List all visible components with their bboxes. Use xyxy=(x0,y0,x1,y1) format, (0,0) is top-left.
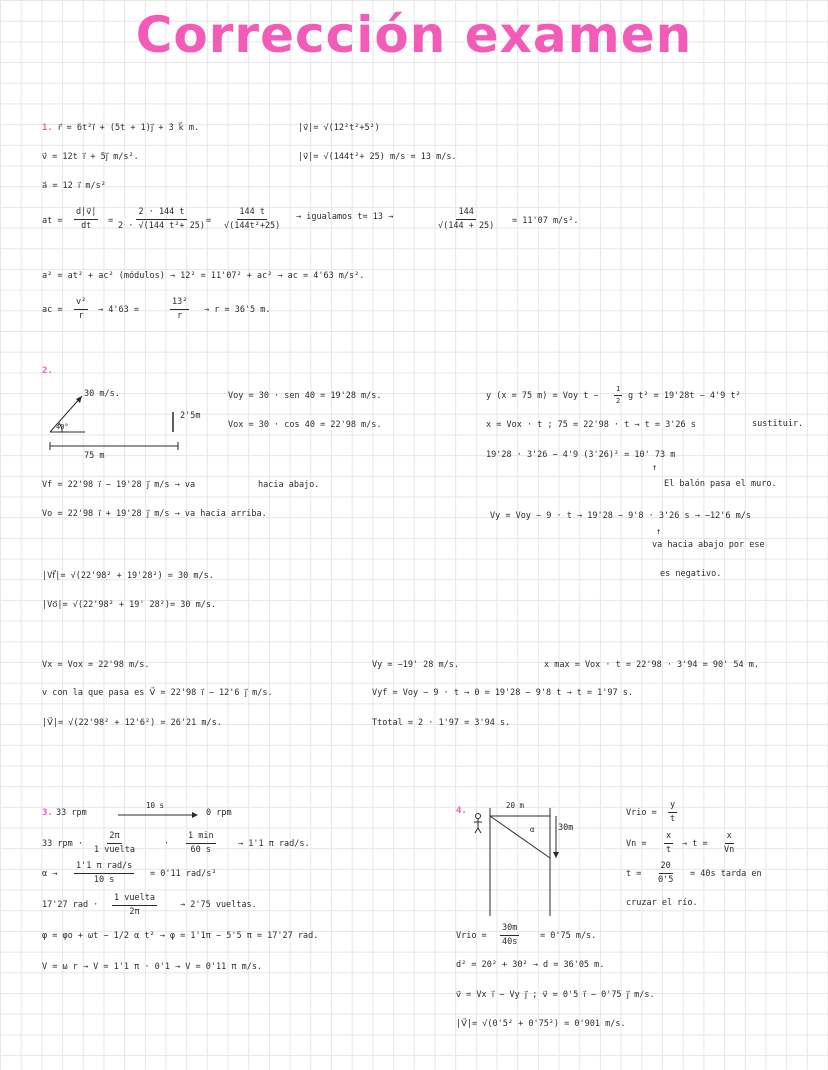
radians-conversion: 17'27 rad · xyxy=(42,900,99,910)
river-depth: 30m xyxy=(558,823,574,833)
fraction-substituted: $\frac{144}{√(144 + 25)}$ xyxy=(438,207,495,231)
fraction-alpha: 1'1 π rad/s 10 s xyxy=(76,861,133,885)
final-velocity: Vf = 22'98 i⃗ − 19'28 j⃗ m/s → va xyxy=(42,480,196,490)
fraction-2pi-vuelta: 2π 1 vuelta xyxy=(94,831,135,855)
fraction-half: $\frac{1}{2}$ xyxy=(616,385,621,405)
velocity-modulus-wall: |V⃗|= √(22'98² + 12'6²) = 26'21 m/s. xyxy=(42,718,222,728)
ball-passes-note: El balón pasa el muro. xyxy=(664,479,777,489)
section-number: 3. xyxy=(42,808,53,818)
igualamos-text: → igualamos t= 13 → xyxy=(296,212,394,222)
fraction-vuelta-2pi: 1 vuelta 2π xyxy=(114,893,155,917)
initial-rpm: 33 rpm xyxy=(56,808,87,818)
vrio-result: = 0'75 m/s. xyxy=(540,931,597,941)
launch-speed: 30 m/s. xyxy=(84,389,120,399)
position-vector: r⃗ = 6t²i⃗ + (5t + 1)j⃗ + 3 k⃗ m. xyxy=(58,123,200,133)
vrio-label-2: Vrio = xyxy=(456,931,487,941)
crossing-note: cruzar el río. xyxy=(626,898,698,908)
fraction-derivative: $\frac{2 \cdot 144 t}{\text{2 · √(144 t²+ 25)}}$ xyxy=(118,207,205,231)
conversion-start: 33 rpm · xyxy=(42,839,83,849)
final-velocity-direction: hacia abajo. xyxy=(258,480,320,490)
velocity-modulus-eq: |V⃗|= √(0'5² + 0'75²) = 0'901 m/s. xyxy=(456,1019,626,1029)
at-result: = 11'07 m/s². xyxy=(512,216,579,226)
initial-velocity: Vo = 22'98 i⃗ + 19'28 j⃗ m/s → va hacia arriba. xyxy=(42,509,267,519)
multiply-dot: · xyxy=(164,839,170,849)
equals-sign: = xyxy=(108,216,114,226)
fraction-30m-40s: $\frac{30m}{40s}$ xyxy=(502,923,518,947)
fraction-v2-r: $\frac{\text{v²}}{r}$ xyxy=(76,297,87,321)
section-number: 2. xyxy=(42,366,53,376)
angle-label: α xyxy=(530,825,535,834)
vyf-eq: Vyf = Voy − 9 · t → 0 = 19'28 − 9'8 t → t = 1'97 s. xyxy=(372,688,633,698)
fraction-x-t: $\frac{x}{t}$ xyxy=(666,831,672,855)
angle-label: 40° xyxy=(56,423,69,431)
vx-eq: Vx = Vox = 22'98 m/s. xyxy=(42,660,150,670)
voy-eq: Voy = 30 · sen 40 = 19'28 m/s. xyxy=(228,391,382,401)
vrio-label: Vrio = xyxy=(626,808,657,818)
fraction-13sq-r: $\frac{\text{13²}}{r}$ xyxy=(172,297,188,321)
vox-eq: Vox = 30 · cos 40 = 22'98 m/s. xyxy=(228,420,382,430)
y-eq-rest: g t² = 19'28t − 4'9 t² xyxy=(628,391,741,401)
velocity-modulus-result: |v⃗|= √(144t²+ 25) m/s = 13 m/s. xyxy=(298,152,457,162)
arrow-right-icon xyxy=(118,812,198,818)
vy-eq: Vy = Voy − 9 · t → 19'28 − 9'8 · 3'26 s → −12'6 m/s xyxy=(490,511,751,521)
equals-sign: = xyxy=(206,216,212,226)
total-time: Ttotal = 2 · 1'97 = 3'94 s. xyxy=(372,718,511,728)
vn-middle: → t = xyxy=(682,839,708,849)
turns-result: → 2'75 vueltas. xyxy=(180,900,257,910)
fraction-simplified: $\frac{144 t}{\text{√(144t²+25)}}$ xyxy=(224,207,281,231)
distance-eq: d² = 20² + 30² → d = 36'05 m. xyxy=(456,960,605,970)
fraction-dv-dt: $\frac{d|v⃗|}{dt}$ xyxy=(76,207,97,231)
time-interval: 10 s xyxy=(146,801,165,810)
height-calc: 19'28 · 3'26 − 4'9 (3'26)² = 10' 73 m xyxy=(486,450,676,460)
velocity-at-wall: v con la que pasa es V⃗ = 22'98 i⃗ − 12'6 j⃗ m/s. xyxy=(42,688,273,698)
sustituir-note: sustituir. xyxy=(752,419,804,429)
time-result: = 40s tarda en xyxy=(690,869,762,879)
xmax-eq: x max = Vox · t = 22'98 · 3'94 = 90' 54 m. xyxy=(544,660,759,670)
fraction-20-05: $\frac{20}{0'5}$ xyxy=(658,861,674,885)
river-width: 20 m xyxy=(506,801,525,810)
final-rpm: 0 rpm xyxy=(206,808,232,818)
linear-velocity: V = ω r → V = 1'1 π · 0'1 → V = 0'11 π m/s. xyxy=(42,962,263,972)
angle-equation: φ = φo + ωt − 1/2 α t² → φ = 1'1π − 5'5 π = 17'27 rad. xyxy=(42,931,319,941)
horizontal-distance: 75 m xyxy=(84,451,105,461)
fraction-x-vn: $\frac{x}{Vn}$ xyxy=(724,831,735,855)
alpha-result: = 0'11 rad/s² xyxy=(150,869,217,879)
acceleration-modulus-eq: a² = at² + ac² (módulos) → 12² = 11'07² + ac² → ac = 4'63 m/s². xyxy=(42,271,365,281)
vf-modulus: |Vf⃗|= √(22'98² + 19'28²) = 30 m/s. xyxy=(42,571,214,581)
section-number: 4. xyxy=(456,806,467,816)
vo-modulus: |Vo⃗|= √(22'98² + 19' 28²)= 30 m/s. xyxy=(42,600,217,610)
arrow-up-icon: ↑ xyxy=(656,527,662,537)
ac-middle: → 4'63 = xyxy=(98,305,139,315)
downward-note: va hacia abajo por ese xyxy=(652,540,765,550)
page-title: Corrección examen xyxy=(135,6,693,64)
velocity-vector: v⃗ = 12t i⃗ + 5j⃗ m/s². xyxy=(42,152,139,162)
angular-velocity-result: → 1'1 π rad/s. xyxy=(238,839,310,849)
y-eq: y (x = 75 m) = Voy t − xyxy=(486,391,599,401)
vy-eq-2: Vy = −19' 28 m/s. xyxy=(372,660,459,670)
time-label: t = xyxy=(626,869,642,879)
fraction-min-s: 1 min 60 s xyxy=(188,831,214,855)
alpha-label: α → xyxy=(42,869,58,879)
radius-result: → r = 36'5 m. xyxy=(204,305,271,315)
negative-note: es negativo. xyxy=(660,569,722,579)
ac-label: ac = xyxy=(42,305,63,315)
arrow-up-icon: ↑ xyxy=(652,463,658,473)
wall-height: 2'5m xyxy=(180,411,201,421)
acceleration-vector: a⃗ = 12 i⃗ m/s² xyxy=(42,181,106,191)
section-number: 1. xyxy=(42,123,53,133)
velocity-modulus: |v⃗|= √(12²t²+5²) xyxy=(298,123,380,133)
velocity-vector-eq: v⃗ = Vx i⃗ − Vy j⃗ ; v⃗ = 0'5 i⃗ − 0'75 j⃗ m/s. xyxy=(456,990,655,1000)
vn-label: Vn = xyxy=(626,839,647,849)
at-label: at = xyxy=(42,216,63,226)
fraction-y-t: $\frac{y}{t}$ xyxy=(670,800,676,824)
x-eq: x = Vox · t ; 75 = 22'98 · t → t = 3'26 s xyxy=(486,420,696,430)
